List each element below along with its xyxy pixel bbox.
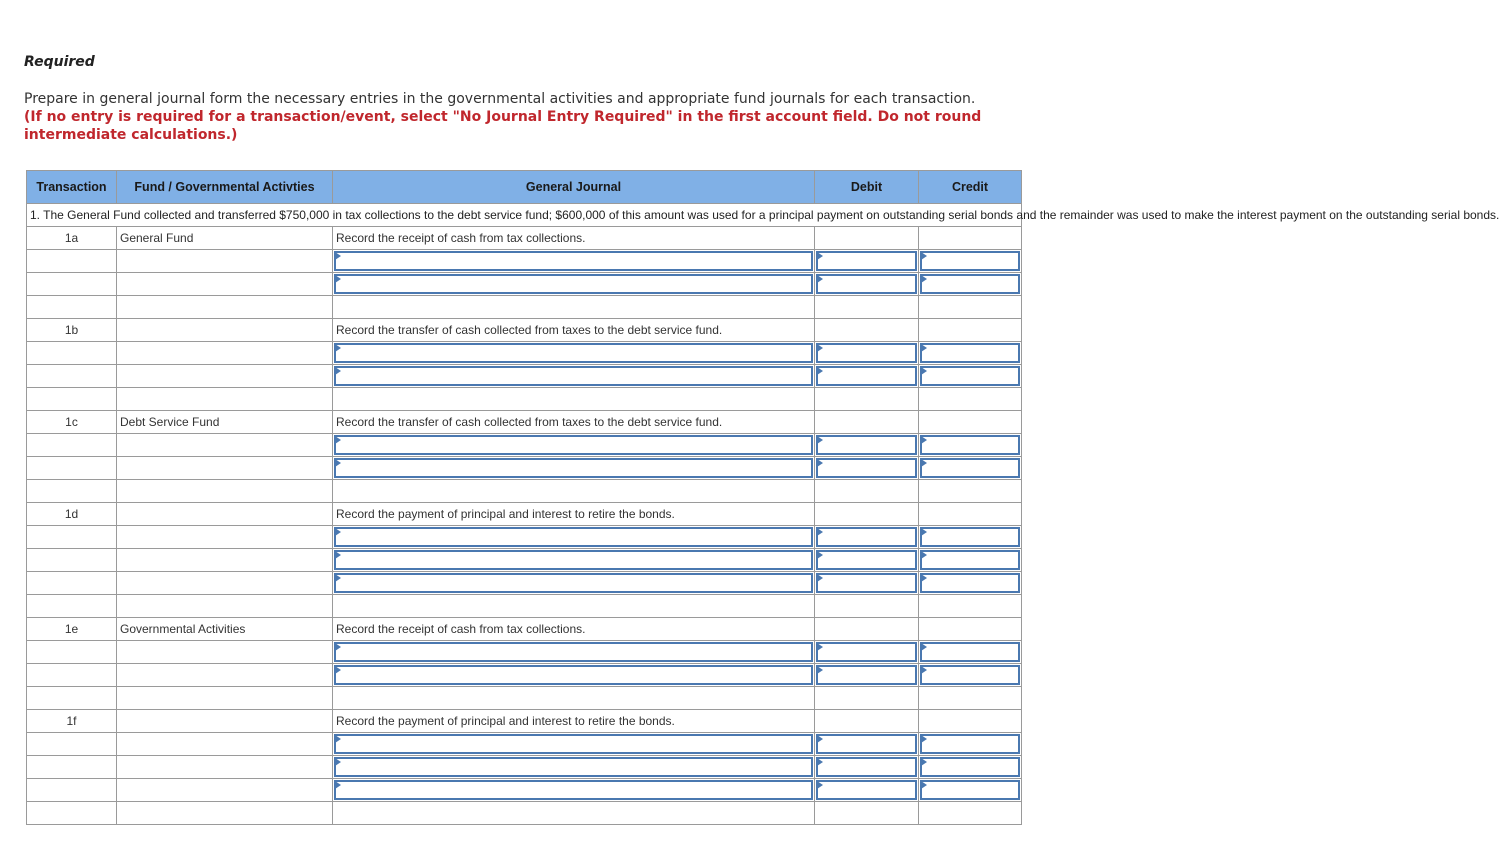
journal-label-row	[27, 319, 1022, 342]
debit-input[interactable]	[815, 779, 919, 802]
journal-label-row	[27, 227, 1022, 250]
input-marker-icon	[921, 758, 927, 766]
fund-cell	[117, 733, 333, 756]
transaction-cell	[27, 365, 117, 388]
dropdown-arrow-icon	[335, 344, 341, 352]
account-select[interactable]	[333, 365, 815, 388]
journal-spacer-row	[27, 388, 1022, 411]
credit-cell	[919, 480, 1022, 503]
journal-entry-row	[27, 572, 1022, 595]
debit-input[interactable]	[815, 342, 919, 365]
transaction-cell	[27, 756, 117, 779]
transaction-cell	[27, 641, 117, 664]
input-marker-icon	[921, 252, 927, 260]
fund-name	[117, 503, 333, 526]
fund-name: Governmental Activities	[117, 618, 333, 641]
input-marker-icon	[817, 252, 823, 260]
journal-entry-row	[27, 733, 1022, 756]
debit-input[interactable]	[815, 641, 919, 664]
input-marker-icon	[817, 666, 823, 674]
fund-cell	[117, 549, 333, 572]
transaction-cell	[27, 595, 117, 618]
transaction-cell	[27, 572, 117, 595]
transaction-cell	[27, 549, 117, 572]
credit-input[interactable]	[919, 526, 1022, 549]
journal-spacer-row	[27, 687, 1022, 710]
account-select[interactable]	[333, 572, 815, 595]
input-marker-icon	[817, 436, 823, 444]
credit-cell	[919, 710, 1022, 733]
transaction-cell	[27, 388, 117, 411]
transaction-id: 1c	[27, 411, 117, 434]
journal-label-row	[27, 503, 1022, 526]
dropdown-arrow-icon	[335, 643, 341, 651]
fund-cell	[117, 664, 333, 687]
transaction-cell	[27, 273, 117, 296]
dropdown-arrow-icon	[335, 367, 341, 375]
journal-cell	[333, 480, 815, 503]
header-transaction: Transaction	[27, 171, 117, 204]
credit-input[interactable]	[919, 641, 1022, 664]
input-marker-icon	[921, 666, 927, 674]
credit-input[interactable]	[919, 273, 1022, 296]
debit-input[interactable]	[815, 526, 919, 549]
input-marker-icon	[921, 574, 927, 582]
debit-input[interactable]	[815, 549, 919, 572]
fund-cell	[117, 480, 333, 503]
fund-cell	[117, 802, 333, 825]
transaction-id: 1a	[27, 227, 117, 250]
transaction-cell	[27, 250, 117, 273]
debit-cell	[815, 687, 919, 710]
credit-cell	[919, 618, 1022, 641]
debit-input[interactable]	[815, 733, 919, 756]
transaction-cell	[27, 526, 117, 549]
fund-cell	[117, 365, 333, 388]
account-select[interactable]	[333, 434, 815, 457]
account-select[interactable]	[333, 457, 815, 480]
account-select[interactable]	[333, 273, 815, 296]
debit-input[interactable]	[815, 457, 919, 480]
credit-input[interactable]	[919, 549, 1022, 572]
journal-entry-row	[27, 664, 1022, 687]
input-marker-icon	[817, 574, 823, 582]
credit-cell	[919, 503, 1022, 526]
input-marker-icon	[817, 459, 823, 467]
dropdown-arrow-icon	[335, 551, 341, 559]
debit-cell	[815, 595, 919, 618]
journal-entry-row	[27, 779, 1022, 802]
transaction-description-row	[27, 204, 1022, 227]
debit-cell	[815, 710, 919, 733]
input-marker-icon	[817, 643, 823, 651]
fund-cell	[117, 388, 333, 411]
journal-entry-row	[27, 526, 1022, 549]
account-select[interactable]	[333, 342, 815, 365]
fund-name: Debt Service Fund	[117, 411, 333, 434]
journal-entry-row	[27, 273, 1022, 296]
credit-input[interactable]	[919, 457, 1022, 480]
journal-entry-row	[27, 342, 1022, 365]
fund-cell	[117, 273, 333, 296]
fund-cell	[117, 250, 333, 273]
fund-cell	[117, 296, 333, 319]
journal-header-row	[27, 171, 1022, 204]
input-marker-icon	[921, 643, 927, 651]
debit-cell	[815, 480, 919, 503]
credit-input[interactable]	[919, 572, 1022, 595]
dropdown-arrow-icon	[335, 436, 341, 444]
credit-cell	[919, 296, 1022, 319]
journal-entry-row	[27, 457, 1022, 480]
input-marker-icon	[921, 367, 927, 375]
credit-cell	[919, 411, 1022, 434]
journal-instruction: Record the receipt of cash from tax collections.	[333, 618, 815, 641]
journal-spacer-row	[27, 595, 1022, 618]
credit-cell	[919, 388, 1022, 411]
header-credit: Credit	[919, 171, 1022, 204]
account-select[interactable]	[333, 733, 815, 756]
input-marker-icon	[921, 781, 927, 789]
account-select[interactable]	[333, 250, 815, 273]
header-general-journal: General Journal	[333, 171, 815, 204]
fund-name	[117, 710, 333, 733]
journal-cell	[333, 296, 815, 319]
debit-cell	[815, 503, 919, 526]
input-marker-icon	[817, 344, 823, 352]
input-marker-icon	[921, 344, 927, 352]
transaction-cell	[27, 434, 117, 457]
instructions-note: (If no entry is required for a transaction/event, select "No Journal Entry Required" in the first account field. Do not round intermediate calculations.)	[24, 109, 982, 143]
transaction-cell	[27, 342, 117, 365]
dropdown-arrow-icon	[335, 252, 341, 260]
fund-cell	[117, 434, 333, 457]
transaction-cell	[27, 664, 117, 687]
header-fund: Fund / Governmental Activties	[117, 171, 333, 204]
transaction-cell	[27, 687, 117, 710]
account-select[interactable]	[333, 664, 815, 687]
input-marker-icon	[921, 735, 927, 743]
dropdown-arrow-icon	[335, 781, 341, 789]
dropdown-arrow-icon	[335, 666, 341, 674]
journal-spacer-row	[27, 480, 1022, 503]
transaction-id: 1d	[27, 503, 117, 526]
journal-entry-row	[27, 434, 1022, 457]
journal-label-row	[27, 710, 1022, 733]
transaction-id: 1b	[27, 319, 117, 342]
journal-instruction: Record the transfer of cash collected from taxes to the debt service fund.	[333, 411, 815, 434]
credit-input[interactable]	[919, 756, 1022, 779]
credit-input[interactable]	[919, 434, 1022, 457]
input-marker-icon	[817, 551, 823, 559]
journal-entry-row	[27, 756, 1022, 779]
journal-instruction: Record the payment of principal and interest to retire the bonds.	[333, 710, 815, 733]
credit-input[interactable]	[919, 250, 1022, 273]
transaction-cell	[27, 457, 117, 480]
fund-name: General Fund	[117, 227, 333, 250]
credit-input[interactable]	[919, 733, 1022, 756]
account-select[interactable]	[333, 549, 815, 572]
fund-name	[117, 319, 333, 342]
credit-cell	[919, 319, 1022, 342]
transaction-cell	[27, 296, 117, 319]
debit-cell	[815, 411, 919, 434]
journal-instruction: Record the receipt of cash from tax collections.	[333, 227, 815, 250]
dropdown-arrow-icon	[335, 735, 341, 743]
fund-cell	[117, 595, 333, 618]
credit-input[interactable]	[919, 365, 1022, 388]
input-marker-icon	[817, 275, 823, 283]
header-debit: Debit	[815, 171, 919, 204]
journal-label-row	[27, 618, 1022, 641]
debit-cell	[815, 618, 919, 641]
required-heading: Required	[24, 54, 95, 70]
journal-entry-row	[27, 250, 1022, 273]
journal-cell	[333, 388, 815, 411]
journal-cell	[333, 595, 815, 618]
transaction-cell	[27, 779, 117, 802]
credit-cell	[919, 802, 1022, 825]
input-marker-icon	[817, 367, 823, 375]
fund-cell	[117, 457, 333, 480]
debit-input[interactable]	[815, 664, 919, 687]
journal-spacer-row	[27, 296, 1022, 319]
debit-cell	[815, 388, 919, 411]
credit-input[interactable]	[919, 664, 1022, 687]
transaction-cell	[27, 733, 117, 756]
input-marker-icon	[921, 275, 927, 283]
dropdown-arrow-icon	[335, 758, 341, 766]
fund-cell	[117, 526, 333, 549]
debit-input[interactable]	[815, 434, 919, 457]
journal-cell	[333, 802, 815, 825]
account-select[interactable]	[333, 756, 815, 779]
debit-cell	[815, 802, 919, 825]
credit-cell	[919, 595, 1022, 618]
instructions	[24, 90, 1004, 144]
debit-input[interactable]	[815, 273, 919, 296]
credit-input[interactable]	[919, 779, 1022, 802]
account-select[interactable]	[333, 641, 815, 664]
transaction-cell	[27, 802, 117, 825]
input-marker-icon	[817, 781, 823, 789]
credit-cell	[919, 687, 1022, 710]
journal-entry-row	[27, 641, 1022, 664]
transaction-description: 1. The General Fund collected and transferred $750,000 in tax collections to the debt service fund; $600,000 of this amount was used for a principal payment on outstanding serial bonds and the remainder was used to make the interest payment on the outstanding serial bonds.	[27, 204, 1022, 227]
journal-spacer-row	[27, 802, 1022, 825]
dropdown-arrow-icon	[335, 528, 341, 536]
input-marker-icon	[921, 528, 927, 536]
input-marker-icon	[817, 758, 823, 766]
journal-instruction: Record the transfer of cash collected from taxes to the debt service fund.	[333, 319, 815, 342]
dropdown-arrow-icon	[335, 459, 341, 467]
journal-cell	[333, 687, 815, 710]
journal-instruction: Record the payment of principal and interest to retire the bonds.	[333, 503, 815, 526]
instructions-text: Prepare in general journal form the necessary entries in the governmental activities and appropriate fund journals for each transaction.	[24, 91, 976, 107]
fund-cell	[117, 342, 333, 365]
journal-table	[26, 170, 1499, 825]
credit-input[interactable]	[919, 342, 1022, 365]
dropdown-arrow-icon	[335, 574, 341, 582]
transaction-cell	[27, 480, 117, 503]
transaction-id: 1e	[27, 618, 117, 641]
input-marker-icon	[817, 528, 823, 536]
debit-input[interactable]	[815, 756, 919, 779]
fund-cell	[117, 572, 333, 595]
debit-cell	[815, 296, 919, 319]
credit-cell	[919, 227, 1022, 250]
debit-input[interactable]	[815, 365, 919, 388]
input-marker-icon	[921, 459, 927, 467]
journal-entry-row	[27, 549, 1022, 572]
input-marker-icon	[921, 551, 927, 559]
account-select[interactable]	[333, 779, 815, 802]
journal-label-row	[27, 411, 1022, 434]
account-select[interactable]	[333, 526, 815, 549]
journal-entry-row	[27, 365, 1022, 388]
debit-cell	[815, 319, 919, 342]
fund-cell	[117, 687, 333, 710]
input-marker-icon	[921, 436, 927, 444]
dropdown-arrow-icon	[335, 275, 341, 283]
debit-cell	[815, 227, 919, 250]
debit-input[interactable]	[815, 250, 919, 273]
fund-cell	[117, 641, 333, 664]
input-marker-icon	[817, 735, 823, 743]
debit-input[interactable]	[815, 572, 919, 595]
transaction-id: 1f	[27, 710, 117, 733]
fund-cell	[117, 779, 333, 802]
fund-cell	[117, 756, 333, 779]
